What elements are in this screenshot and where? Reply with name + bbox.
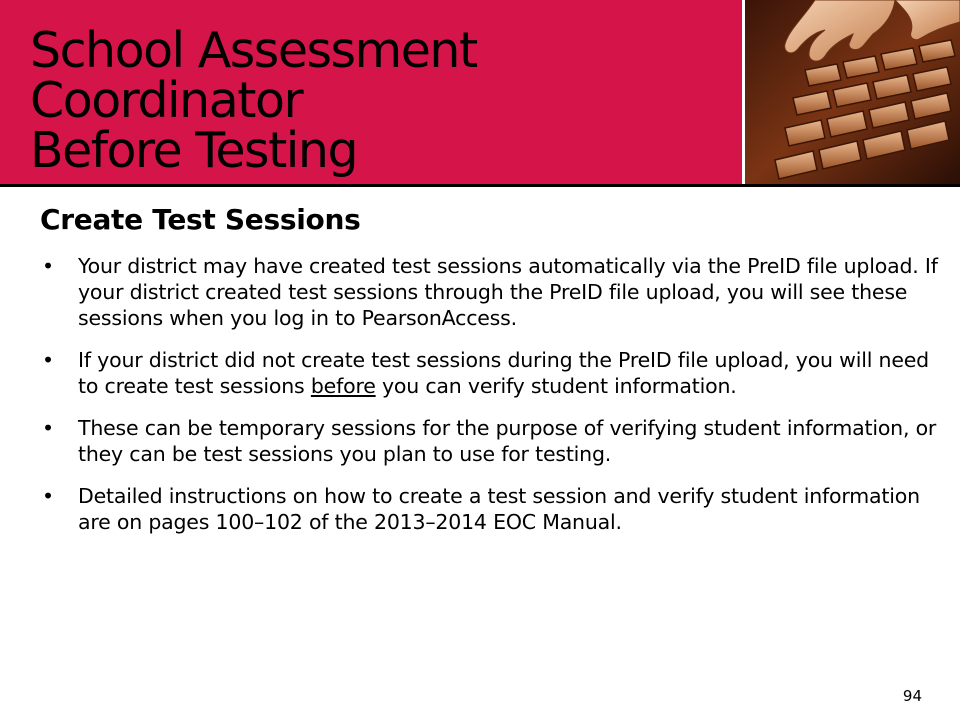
bullet-item bbox=[40, 483, 940, 535]
bullet-text: Your district may have created test sessions automatically via the PreID file upload. If your district created test sessions through the PreID file upload, you will see these sessions when you log in to PearsonAccess. bbox=[78, 254, 938, 330]
bullet-icon: • bbox=[42, 254, 54, 278]
section-heading: Create Test Sessions bbox=[40, 203, 361, 236]
page-number: 94 bbox=[902, 687, 922, 705]
slide-title-line: School Assessment bbox=[30, 22, 477, 79]
bullet-icon: • bbox=[42, 348, 54, 372]
bullet-text: These can be temporary sessions for the purpose of verifying student information, or they can be test sessions you plan to use for testing. bbox=[78, 416, 937, 466]
slide-title-line: Before Testing bbox=[30, 122, 358, 179]
bullet-item bbox=[40, 347, 940, 399]
bullet-text: Detailed instructions on how to create a test session and verify student information are on pages 100–102 of the 2013–2014 EOC Manual. bbox=[78, 484, 920, 534]
slide-title-line: Coordinator bbox=[30, 72, 303, 129]
bullet-list bbox=[40, 253, 940, 551]
bullet-text-segment: you can verify student information. bbox=[375, 374, 737, 398]
bullet-icon: • bbox=[42, 416, 54, 440]
bullet-text bbox=[78, 347, 940, 399]
bullet-text-segment: If your district did not create test sessions during the PreID file upload, you will need to create test sessions bbox=[78, 348, 929, 398]
bullet-item bbox=[40, 253, 940, 331]
underlined-emphasis: before bbox=[310, 374, 376, 398]
title-divider bbox=[0, 184, 960, 187]
bullet-icon: • bbox=[42, 484, 54, 508]
slide-title bbox=[30, 22, 477, 179]
title-banner bbox=[0, 0, 742, 184]
keyboard-hands-photo bbox=[745, 0, 960, 184]
bullet-item bbox=[40, 415, 940, 467]
